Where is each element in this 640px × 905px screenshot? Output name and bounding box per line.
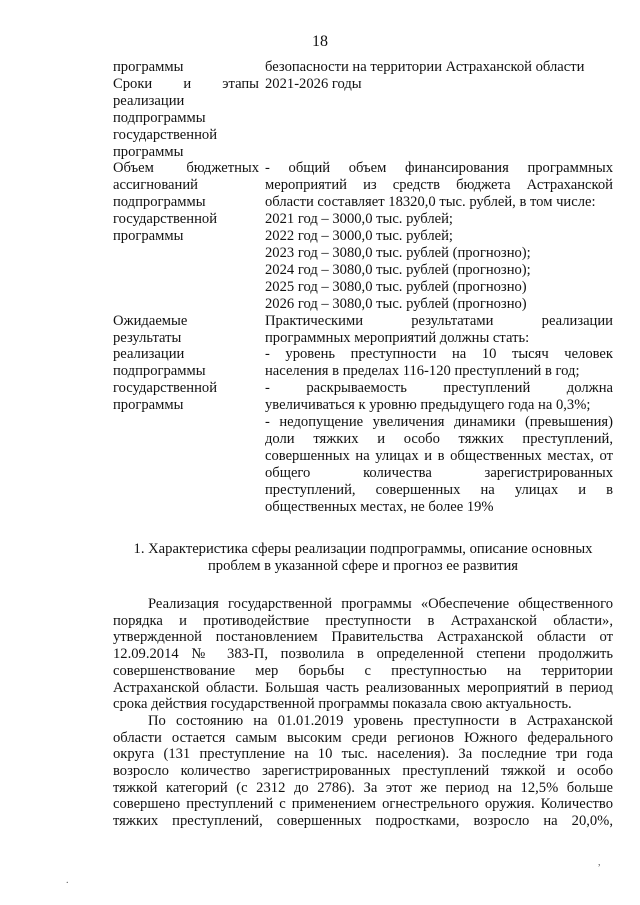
value-line: 2023 год – 3080,0 тыс. рублей (прогнозно);	[265, 244, 531, 261]
value-line: 2026 год – 3080,0 тыс. рублей (прогнозно)	[265, 295, 527, 312]
paragraph-line: По состоянию на 01.01.2019 уровень преступности в Астраханской	[148, 712, 613, 729]
passport-row-goal-continuation	[113, 59, 613, 76]
label-line: Ожидаемые	[113, 312, 188, 329]
paragraph-line: утвержденной постановлением Правительства Астраханской области от	[113, 629, 613, 646]
label-line: программы	[113, 143, 184, 160]
paragraph-line: Астраханской области. Большая часть реализованных мероприятий в период	[113, 679, 613, 696]
paragraph-line: совершено преступлений с применением огнестрельного оружия. Количество	[113, 796, 613, 813]
section-title	[113, 541, 613, 575]
value-line: 2025 год – 3080,0 тыс. рублей (прогнозно)	[265, 278, 527, 295]
label-line: Объем бюджетных	[113, 160, 259, 177]
value-line: - общий объем финансирования программных	[265, 160, 613, 177]
label-line: подпрограммы	[113, 363, 206, 380]
paragraph-line: Реализация государственной программы «Обеспечение общественного	[148, 596, 613, 612]
row-label	[113, 59, 259, 76]
passport-row-budget	[113, 160, 613, 312]
value-line: совершенных на улицах и в общественных местах, от	[265, 447, 613, 464]
scan-mark: .	[66, 875, 69, 886]
page-number: 18	[312, 33, 328, 50]
label-line: программы	[113, 397, 184, 414]
row-label	[113, 160, 259, 312]
paragraph-line: округа (131 преступление на 10 тыс. населения). За последние три года	[113, 746, 613, 763]
label-line: государственной	[113, 126, 218, 143]
value-line: населения в пределах 116-120 преступлений в год;	[265, 363, 580, 380]
label-line: подпрограммы	[113, 109, 206, 126]
paragraph-line: возросло количество зарегистрированных преступлений тяжкой и особо	[113, 763, 613, 780]
section-title-line: проблем в указанной сфере и прогноз ее развития	[207, 558, 519, 574]
passport-table	[113, 59, 613, 515]
row-value	[259, 59, 613, 76]
value-line: общего количества зарегистрированных	[265, 464, 613, 481]
label-line: программы	[113, 228, 184, 245]
row-label	[113, 76, 259, 161]
value-line: мероприятий из средств бюджета Астраханской	[265, 177, 613, 194]
value-line: преступлений, совершенных на улицах и в	[265, 481, 613, 498]
label-line: реализации	[113, 92, 185, 109]
label-line: подпрограммы	[113, 194, 206, 211]
label-line: ассигнований	[113, 177, 198, 194]
paragraph-line: тяжких преступлений, совершенных подростками, возросло на 20,0%,	[113, 813, 613, 830]
label-line: реализации	[113, 346, 185, 363]
scan-mark: ,	[598, 857, 601, 868]
body-text	[113, 596, 613, 830]
label-line: результаты	[113, 329, 182, 346]
label-line: программы	[113, 59, 184, 75]
value-line: 2021 год – 3000,0 тыс. рублей;	[265, 211, 453, 228]
row-value	[259, 76, 613, 161]
row-value	[259, 160, 613, 312]
value-line: 2021-2026 годы	[265, 75, 362, 92]
value-line: - недопущение увеличения динамики (превышения)	[265, 414, 613, 431]
paragraph-line: тяжкой категорий (с 2312 до 2786). За этот же период на 12,5% больше	[113, 779, 613, 796]
value-line: - уровень преступности на 10 тысяч человек	[265, 346, 613, 363]
paragraph-2	[113, 713, 613, 830]
value-line: общественных местах, не более 19%	[265, 498, 494, 515]
value-line: доли тяжких и особо тяжких преступлений,	[265, 430, 613, 447]
paragraph-line: порядка и противодействие преступности в Астраханской области»,	[113, 612, 613, 629]
row-label	[113, 313, 259, 516]
passport-row-terms	[113, 76, 613, 161]
passport-row-results	[113, 313, 613, 516]
section-title-line: 1. Характеристика сферы реализации подпрограммы, описание основных	[133, 541, 593, 557]
value-line: - раскрываемость преступлений должна	[265, 380, 613, 397]
paragraph-line: области остается самым высоким среди регионов Южного федерального	[113, 729, 613, 746]
value-line: безопасности на территории Астраханской области	[265, 59, 585, 75]
value-line: области составляет 18320,0 тыс. рублей, в том числе:	[265, 194, 596, 211]
value-line: 2022 год – 3000,0 тыс. рублей;	[265, 228, 453, 245]
paragraph-line: срока действия государственной программы показала свою актуальность.	[113, 696, 572, 713]
value-line: Практическими результатами реализации	[265, 312, 613, 329]
value-line: увеличиваться к уровню предыдущего года на 0,3%;	[265, 397, 591, 414]
value-line: программных мероприятий должны стать:	[265, 329, 530, 346]
paragraph-line: совершенствование мер борьбы с преступностью на территории	[113, 662, 613, 679]
label-line: государственной	[113, 211, 218, 228]
paragraph-line: 12.09.2014 № 383-П, позволила в определенной степени продолжить	[113, 646, 613, 663]
paragraph-1	[113, 596, 613, 713]
row-value	[259, 313, 613, 516]
value-line: 2024 год – 3080,0 тыс. рублей (прогнозно);	[265, 261, 531, 278]
label-line: государственной	[113, 380, 218, 397]
label-line: Сроки и этапы	[113, 75, 259, 92]
